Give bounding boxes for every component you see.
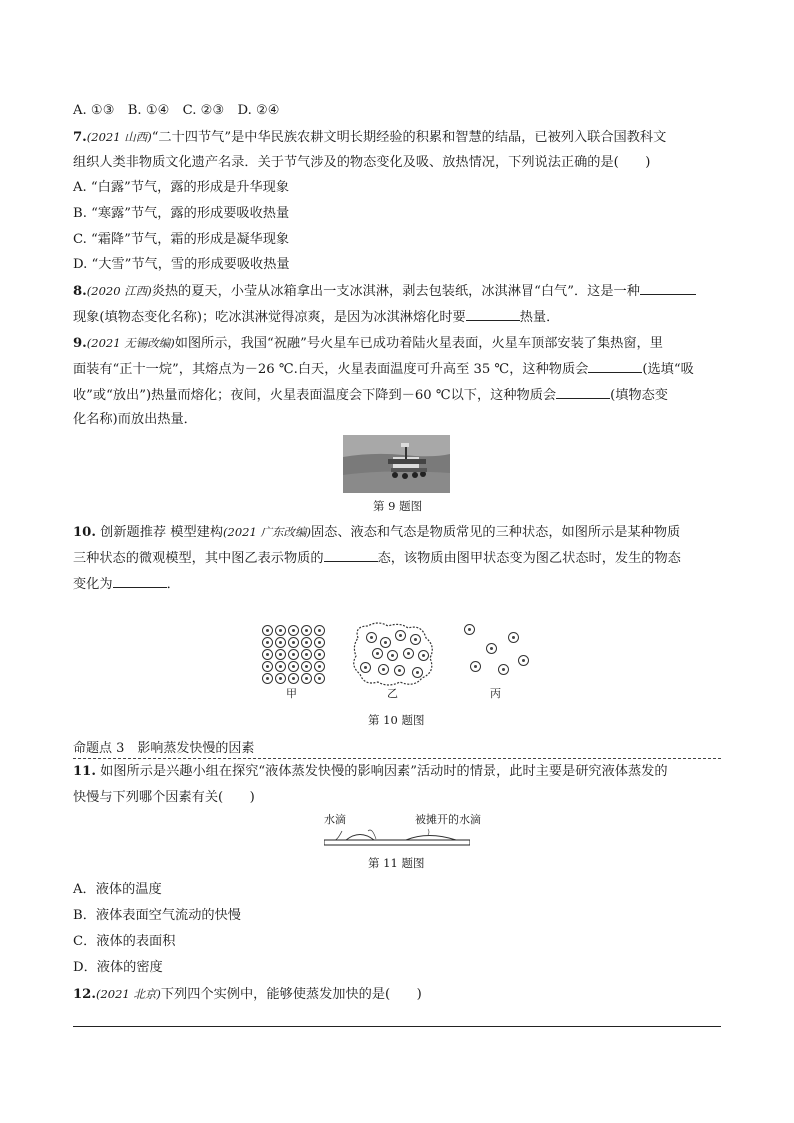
q7-line-2: 组织人类非物质文化遗产名录．关于节气涉及的物态变化及吸、放热情况，下列说法正确的是( ) — [73, 155, 651, 170]
fig11-label-right: 被摊开的水滴 — [415, 813, 481, 826]
molecule — [275, 625, 286, 636]
molecule — [275, 661, 286, 672]
section-heading: 命题点 3 影响蒸发快慢的因素 — [73, 737, 721, 759]
molecule — [288, 673, 299, 684]
q10-blank-1[interactable] — [324, 549, 378, 562]
molecule — [301, 661, 312, 672]
q12-stem-1: 下列四个实例中，能够使蒸发加快的是( ) — [160, 987, 422, 1002]
q7-line-1 — [73, 128, 723, 147]
q10-figure-caption: 第 10 题图 — [368, 713, 425, 727]
molecule — [288, 637, 299, 648]
q10-tag: 创新题推荐 模型建构 — [100, 525, 224, 540]
q12-line-1 — [73, 985, 723, 1004]
q11-number: 11. — [73, 764, 96, 779]
q8-blank-2[interactable] — [466, 308, 520, 321]
molecule — [372, 648, 383, 659]
molecule — [464, 624, 475, 635]
molecule — [394, 665, 405, 676]
molecule — [262, 673, 273, 684]
molecule — [403, 648, 414, 659]
q11-line-2: 快慢与下列哪个因素有关( ) — [73, 790, 255, 805]
molecule — [412, 667, 423, 678]
molecule — [301, 649, 312, 660]
label-bing: 丙 — [490, 687, 501, 700]
q7-source: (2021 山西) — [86, 130, 152, 144]
q7-option-b: B. “寒露”节气，露的形成要吸收热量 — [73, 206, 290, 221]
q10-line-2 — [73, 549, 723, 568]
molecule — [275, 673, 286, 684]
q10-line-3 — [73, 575, 723, 594]
q11-stem-1: 如图所示是兴趣小组在探究“液体蒸发快慢的影响因素”活动时的情景，此时主要是研究液体蒸发的 — [100, 764, 668, 779]
q10-stem-2b: 态，该物质由图甲状态变为图乙状态时，发生的物态 — [377, 551, 681, 566]
q8-line-1 — [73, 282, 723, 301]
q7-number: 7. — [73, 130, 87, 145]
molecule — [262, 625, 273, 636]
q11-figure-caption: 第 11 题图 — [368, 856, 425, 870]
q10-stem-1: 固态、液态和气态是物质常见的三种状态，如图所示是某种物质 — [310, 525, 681, 540]
molecule — [486, 643, 497, 654]
q10-line-1 — [73, 523, 723, 542]
molecule — [262, 661, 273, 672]
molecule — [410, 634, 421, 645]
molecule — [288, 661, 299, 672]
label-yi: 乙 — [387, 687, 398, 700]
q9-stem-2: 面装有“正十一烷”，其熔点为－26 ℃.白天，火星表面温度可升高至 35 ℃，这种物质会 — [73, 362, 589, 377]
q11-line-1 — [73, 763, 723, 781]
q9-stem-3b: (填物态变 — [610, 388, 668, 403]
q11-option-b: B．液体表面空气流动的快慢 — [73, 908, 241, 923]
molecule — [380, 637, 391, 648]
q8-stem-2a: 现象(填物态变化名称)；吃冰淇淋觉得凉爽，是因为冰淇淋熔化时要 — [73, 310, 466, 325]
molecule — [314, 637, 325, 648]
q9-line-3 — [73, 386, 723, 405]
q9-blank-2[interactable] — [556, 386, 610, 399]
q7-option-a: A. “白露”节气，露的形成是升华现象 — [73, 180, 290, 195]
q10-stem-3a: 变化为 — [73, 577, 113, 592]
q10-stem-2a: 三种状态的微观模型，其中图乙表示物质的 — [73, 551, 324, 566]
molecule — [518, 655, 529, 666]
molecule — [314, 673, 325, 684]
q8-blank-1[interactable] — [640, 282, 696, 295]
molecule — [288, 625, 299, 636]
q10-stem-3b: ． — [166, 577, 180, 592]
q9-blank-1[interactable] — [588, 360, 642, 373]
q9-stem-2b: (选填“吸 — [642, 362, 694, 377]
fig11-label-left: 水滴 — [324, 813, 346, 826]
q10-number: 10. — [73, 525, 96, 540]
molecule — [498, 664, 509, 675]
q7-stem-1: “二十四节气”是中华民族农耕文明长期经验的积累和智慧的结晶，已被列入联合国教科文 — [151, 130, 667, 145]
q9-stem-1: 如图所示，我国“祝融”号火星车已成功着陆火星表面，火星车顶部安装了集热窗，里 — [174, 336, 663, 351]
molecule — [314, 625, 325, 636]
mars-rover-photo — [343, 435, 450, 493]
q12-source: (2021 北京) — [95, 987, 161, 1001]
molecule — [378, 664, 389, 675]
molecule — [275, 649, 286, 660]
q8-source: (2020 江西) — [86, 284, 152, 298]
q8-stem-1: 炎热的夏天，小莹从冰箱拿出一支冰淇淋，剥去包装纸，冰淇淋冒“白气”．这是一种 — [151, 284, 640, 299]
molecule — [387, 650, 398, 661]
q8-line-2 — [73, 308, 723, 327]
water-drop-figure — [324, 825, 470, 849]
molecule — [314, 649, 325, 660]
q9-line-2 — [73, 360, 723, 379]
label-jia: 甲 — [286, 687, 297, 700]
q6-options: A. ①③ B. ①④ C. ②③ D. ②④ — [73, 103, 280, 118]
q8-number: 8. — [73, 284, 87, 299]
bottom-divider — [73, 1026, 721, 1027]
molecule — [301, 637, 312, 648]
q12-number: 12. — [73, 987, 96, 1002]
molecule — [508, 632, 519, 643]
molecule — [366, 632, 377, 643]
q10-blank-2[interactable] — [113, 575, 167, 588]
q7-option-d: D. “大雪”节气，雪的形成要吸收热量 — [73, 257, 290, 272]
molecule — [301, 625, 312, 636]
q10-source: (2021 广东改编) — [223, 525, 311, 539]
molecule — [314, 661, 325, 672]
q9-number: 9. — [73, 336, 87, 351]
molecule — [275, 637, 286, 648]
molecule — [395, 630, 406, 641]
q11-option-a: A．液体的温度 — [73, 882, 162, 897]
q9-source: (2021 无锡改编) — [86, 336, 175, 350]
q9-figure-caption: 第 9 题图 — [373, 499, 423, 513]
molecule — [262, 649, 273, 660]
molecule — [288, 649, 299, 660]
molecule — [470, 661, 481, 672]
q9-stem-3a: 收”或“放出”)热量而熔化；夜间，火星表面温度会下降到－60 ℃以下，这种物质会 — [73, 388, 557, 403]
molecule — [360, 662, 371, 673]
molecule — [301, 673, 312, 684]
q11-option-c: C．液体的表面积 — [73, 934, 176, 949]
q11-option-d: D．液体的密度 — [73, 960, 163, 975]
molecule — [418, 650, 429, 661]
q9-line-1 — [73, 334, 723, 353]
q8-stem-2b: 热量． — [519, 310, 560, 325]
molecule — [262, 637, 273, 648]
q7-option-c: C. “霜降”节气，霜的形成是凝华现象 — [73, 232, 290, 247]
q9-line-4: 化名称)而放出热量． — [73, 412, 197, 427]
